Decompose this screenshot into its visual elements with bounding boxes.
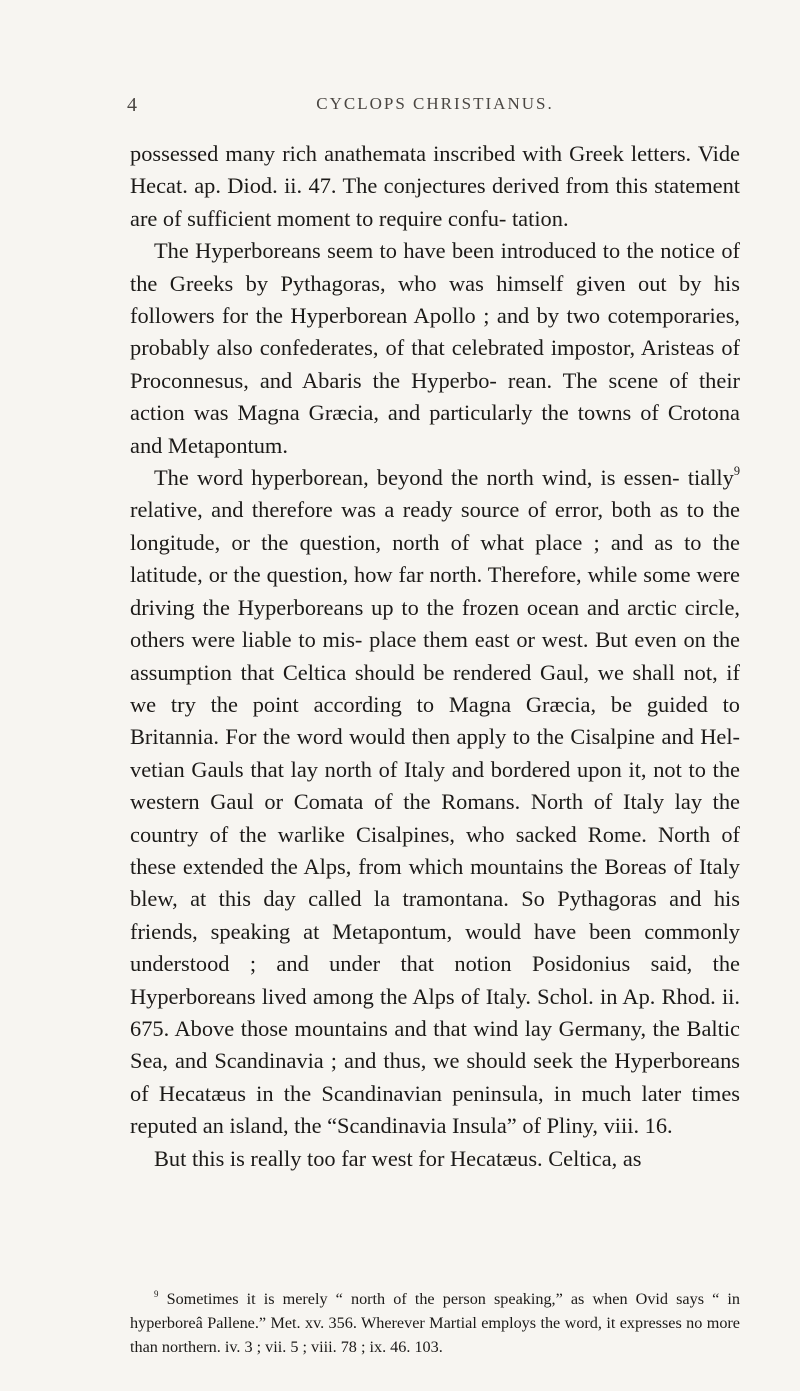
footnote bbox=[130, 1287, 740, 1359]
running-head: CYCLOPS CHRISTIANUS. bbox=[316, 94, 554, 113]
paragraph-3 bbox=[130, 462, 740, 1143]
paragraph-3-start: The word hyperborean, beyond the north wind, is essen- tially bbox=[154, 465, 734, 491]
page-number: 4 bbox=[127, 94, 137, 116]
footnote-reference[interactable]: 9 bbox=[733, 464, 740, 479]
paragraph-1: possessed many rich anathemata inscribed with Greek letters. Vide Hecat. ap. Diod. ii. 47. The conjectures derived from this statement are of sufficient moment to require confu- tation. bbox=[130, 141, 740, 231]
footnote-marker: 9 bbox=[154, 1288, 159, 1299]
paragraph-2: The Hyperboreans seem to have been introduced to the notice of the Greeks by Pythagoras, who was himself given out by his followers for the Hyperborean Apollo ; and by two cotemporaries, probably also confederates, of that celebrated impostor, Aristeas of Proconnesus, and Abaris the Hyperbo- rean. The scene of their action was Magna Græcia, and particularly the towns of Crotona and Metapontum. bbox=[130, 238, 740, 458]
page-header bbox=[127, 94, 740, 118]
footnote-text: Sometimes it is merely “ north of the person speaking,” as when Ovid says “ in hyperboreâ Pallene.” Met. xv. 356. Wherever Martial employs the word, it expresses no more than northern. iv. 3 ; vii. 5 ; viii. 78 ; ix. 46. 103. bbox=[130, 1290, 740, 1356]
paragraph-3-rest: relative, and therefore was a ready source of error, both as to the longitude, or the question, north of what place ; and as to the latitude, or the question, how far north. Therefore, while some were driving the Hyperboreans up to the frozen ocean and arctic circle, others were liable to mis- place them east or west. But even on the assumption that Celtica should be rendered Gaul, we shall not, if we try the point according to Magna Græcia, be guided to Britannia. For the word would then apply to the Cisalpine and Hel- vetian Gauls that lay north of Italy and bordered upon it, not to the western Gaul or Comata of the Romans. North of Italy lay the country of the warlike Cisalpines, who sacked Rome. North of these extended the Alps, from which mountains the Boreas of Italy blew, at this day called la tramontana. So Pythagoras and his friends, speaking at Metapontum, would have been commonly understood ; and under that notion Posidonius said, the Hyperboreans lived among the Alps of Italy. Schol. in Ap. Rhod. ii. 675. Above those mountains and that wind lay Germany, the Baltic Sea, and Scandinavia ; and thus, we should seek the Hyperboreans of Hecatæus in the Scandinavian peninsula, in much later times reputed an island, the “Scandinavia Insula” of Pliny, viii. 16. bbox=[130, 497, 740, 1139]
paragraph-4: But this is really too far west for Hecatæus. Celtica, as bbox=[154, 1145, 642, 1171]
body-text bbox=[130, 138, 740, 1175]
